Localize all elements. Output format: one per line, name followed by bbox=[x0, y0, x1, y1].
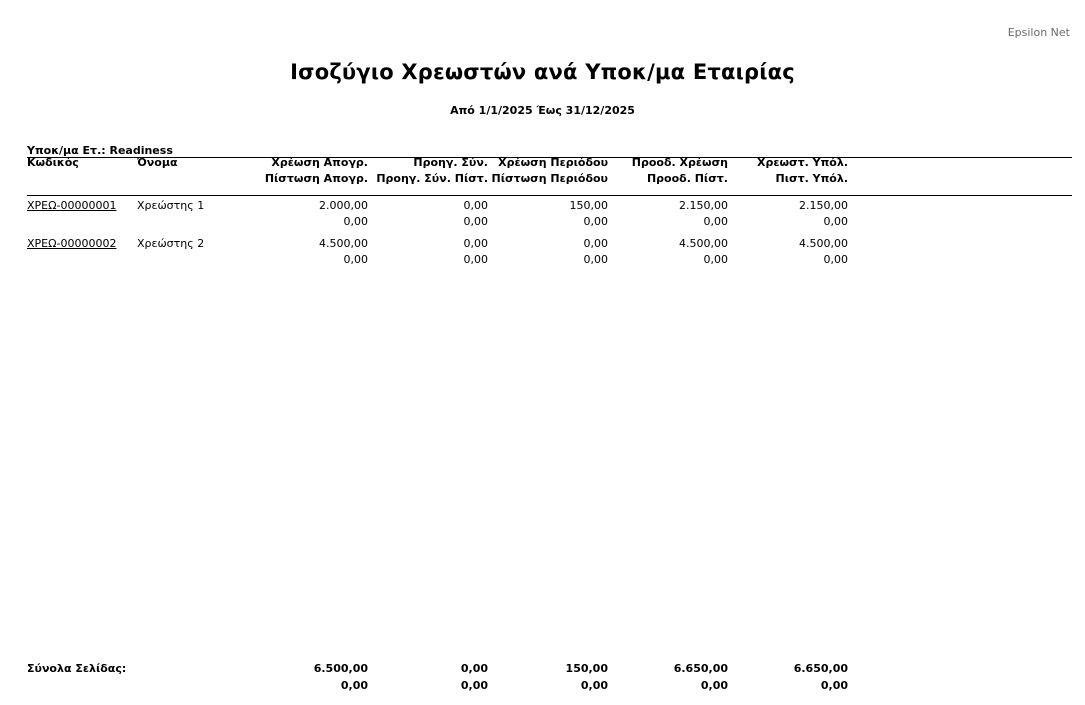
debtor-code-link[interactable]: ΧΡΕΩ-00000001 bbox=[27, 199, 117, 212]
total-cum-credit: 0,00 bbox=[700, 679, 728, 692]
total-prev-credit: 0,00 bbox=[460, 679, 488, 692]
cell-prev-debit: 0,00 bbox=[463, 199, 488, 212]
col-header-debit-open: Χρέωση Απογρ. bbox=[271, 156, 368, 169]
cell-period-credit: 0,00 bbox=[583, 215, 608, 228]
cell-period-debit: 0,00 bbox=[583, 237, 608, 250]
header-bottom-rule bbox=[27, 195, 1072, 196]
total-period-debit: 150,00 bbox=[565, 662, 608, 675]
brand-label: Epsilon Net bbox=[1007, 26, 1070, 39]
report-title: Ισοζύγιο Χρεωστών ανά Υποκ/μα Εταιρίας bbox=[290, 60, 795, 84]
col-header-cum-debit: Προοδ. Χρέωση bbox=[631, 156, 728, 169]
report-period: Από 1/1/2025 Έως 31/12/2025 bbox=[450, 104, 635, 117]
col-header-credit-open: Πίστωση Απογρ. bbox=[264, 172, 368, 185]
cell-credit-open: 0,00 bbox=[343, 215, 368, 228]
cell-bal-debit: 2.150,00 bbox=[799, 199, 848, 212]
cell-cum-credit: 0,00 bbox=[703, 253, 728, 266]
col-header-prev-debit: Προηγ. Σύν. bbox=[413, 156, 488, 169]
cell-prev-credit: 0,00 bbox=[463, 253, 488, 266]
cell-prev-credit: 0,00 bbox=[463, 215, 488, 228]
col-header-code: Κωδικός bbox=[27, 156, 79, 169]
col-header-prev-credit: Προηγ. Σύν. Πίστ. bbox=[376, 172, 488, 185]
total-debit-open: 6.500,00 bbox=[313, 662, 368, 675]
cell-cum-debit: 2.150,00 bbox=[679, 199, 728, 212]
total-prev-debit: 0,00 bbox=[460, 662, 488, 675]
cell-period-debit: 150,00 bbox=[569, 199, 608, 212]
col-header-period-credit: Πίστωση Περιόδου bbox=[491, 172, 608, 185]
col-header-cum-credit: Προοδ. Πίστ. bbox=[646, 172, 728, 185]
debtor-name: Χρεώστης 1 bbox=[137, 199, 205, 212]
cell-credit-open: 0,00 bbox=[343, 253, 368, 266]
col-header-bal-credit: Πιστ. Υπόλ. bbox=[775, 172, 848, 185]
cell-cum-debit: 4.500,00 bbox=[679, 237, 728, 250]
cell-bal-credit: 0,00 bbox=[823, 215, 848, 228]
cell-bal-debit: 4.500,00 bbox=[799, 237, 848, 250]
total-bal-debit: 6.650,00 bbox=[793, 662, 848, 675]
cell-period-credit: 0,00 bbox=[583, 253, 608, 266]
cell-bal-credit: 0,00 bbox=[823, 253, 848, 266]
total-cum-debit: 6.650,00 bbox=[673, 662, 728, 675]
totals-label: Σύνολα Σελίδας: bbox=[27, 662, 127, 675]
cell-debit-open: 4.500,00 bbox=[319, 237, 368, 250]
cell-debit-open: 2.000,00 bbox=[319, 199, 368, 212]
col-header-name: Όνομα bbox=[137, 156, 178, 169]
col-header-bal-debit: Χρεωστ. Υπόλ. bbox=[757, 156, 848, 169]
subsidiary-label: Υποκ/μα Ετ.: Readiness bbox=[27, 144, 173, 157]
total-bal-credit: 0,00 bbox=[820, 679, 848, 692]
col-header-period-debit: Χρέωση Περιόδου bbox=[498, 156, 608, 169]
cell-cum-credit: 0,00 bbox=[703, 215, 728, 228]
total-period-credit: 0,00 bbox=[580, 679, 608, 692]
debtor-code-link[interactable]: ΧΡΕΩ-00000002 bbox=[27, 237, 117, 250]
total-credit-open: 0,00 bbox=[340, 679, 368, 692]
cell-prev-debit: 0,00 bbox=[463, 237, 488, 250]
debtor-name: Χρεώστης 2 bbox=[137, 237, 205, 250]
